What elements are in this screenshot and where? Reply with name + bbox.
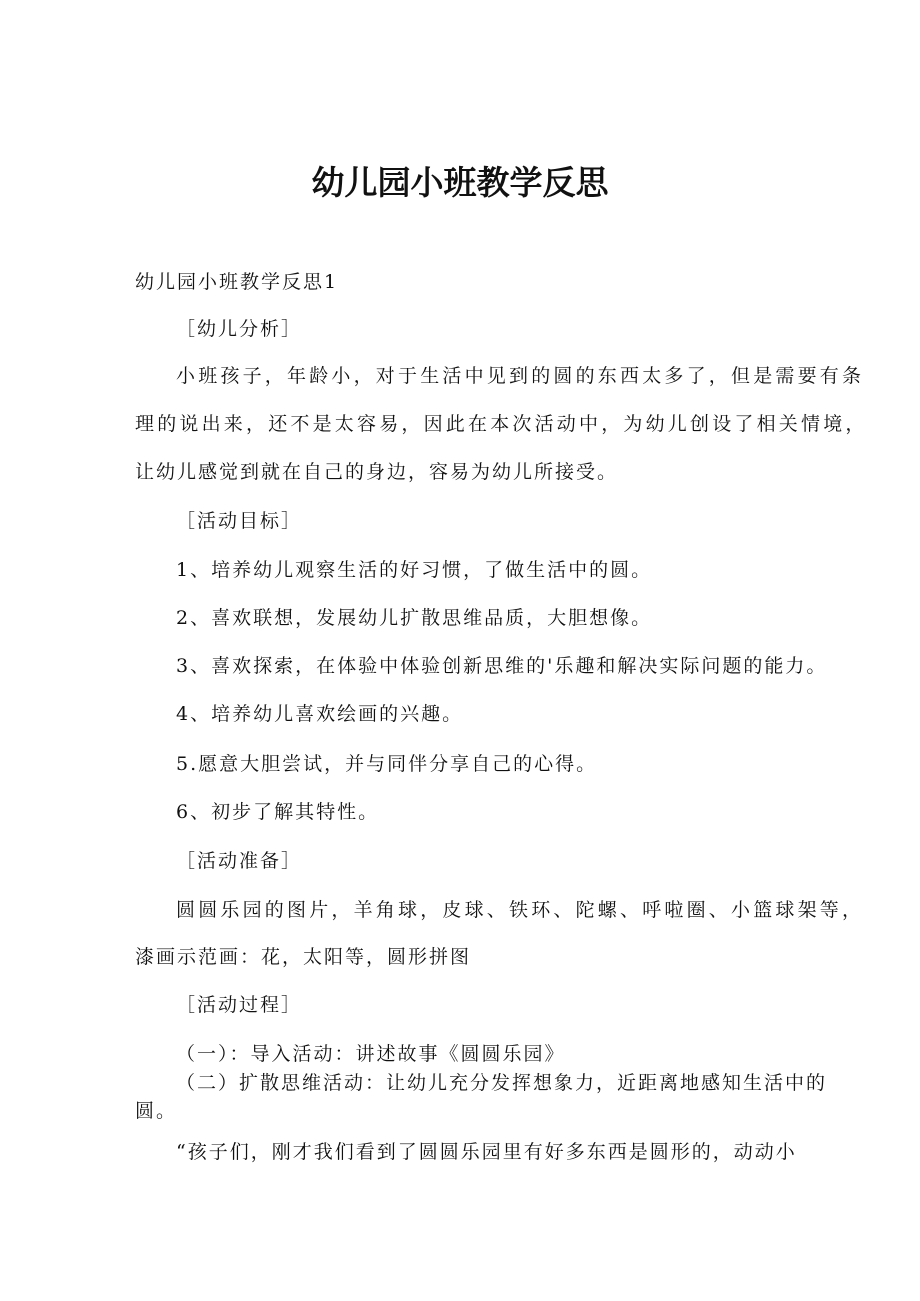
analysis-heading: ［幼儿分析］ [176, 318, 303, 340]
goal-item-1: 1、培养幼儿观察生活的好习惯，了做生活中的圆。 [176, 559, 653, 581]
goals-heading: ［活动目标］ [176, 510, 303, 532]
analysis-line-1: 小班孩子，年龄小，对于生活中见到的圆的东西太多了，但是需要有条 [176, 365, 865, 387]
goal-item-5: 5.愿意大胆尝试，并与同伴分享自己的心得。 [176, 753, 598, 775]
analysis-line-3: 让幼儿感觉到就在自己的身边，容易为幼儿所接受。 [135, 461, 619, 483]
section-heading: 幼儿园小班教学反思1 [135, 271, 339, 293]
process-line-2: （二）扩散思维活动：让幼儿充分发挥想象力，近距离地感知生活中的 [176, 1072, 828, 1094]
process-line-1: （一）：导入活动：讲述故事《圆圆乐园》 [176, 1043, 566, 1065]
process-line-3: 圆。 [135, 1100, 178, 1122]
process-heading: ［活动过程］ [176, 994, 303, 1016]
goal-item-6: 6、初步了解其特性。 [176, 801, 380, 823]
document-title: 幼儿园小班教学反思 [311, 163, 609, 202]
analysis-line-2: 理的说出来，还不是太容易，因此在本次活动中，为幼儿创设了相关情境， [135, 413, 868, 435]
prep-line-1: 圆圆乐园的图片，羊角球，皮球、铁环、陀螺、呼啦圈、小篮球架等， [176, 899, 865, 921]
goal-item-4: 4、培养幼儿喜欢绘画的兴趣。 [176, 703, 464, 725]
goal-item-3: 3、喜欢探索，在体验中体验创新思维的'乐趣和解决实际问题的能力。 [176, 655, 828, 677]
process-line-4: “孩子们，刚才我们看到了圆圆乐园里有好多东西是圆形的，动动小 [176, 1141, 797, 1163]
goal-item-2: 2、喜欢联想，发展幼儿扩散思维品质，大胆想像。 [176, 607, 653, 629]
prep-line-2: 漆画示范画：花，太阳等，圆形拼图 [135, 946, 472, 968]
prep-heading: ［活动准备］ [176, 850, 303, 872]
